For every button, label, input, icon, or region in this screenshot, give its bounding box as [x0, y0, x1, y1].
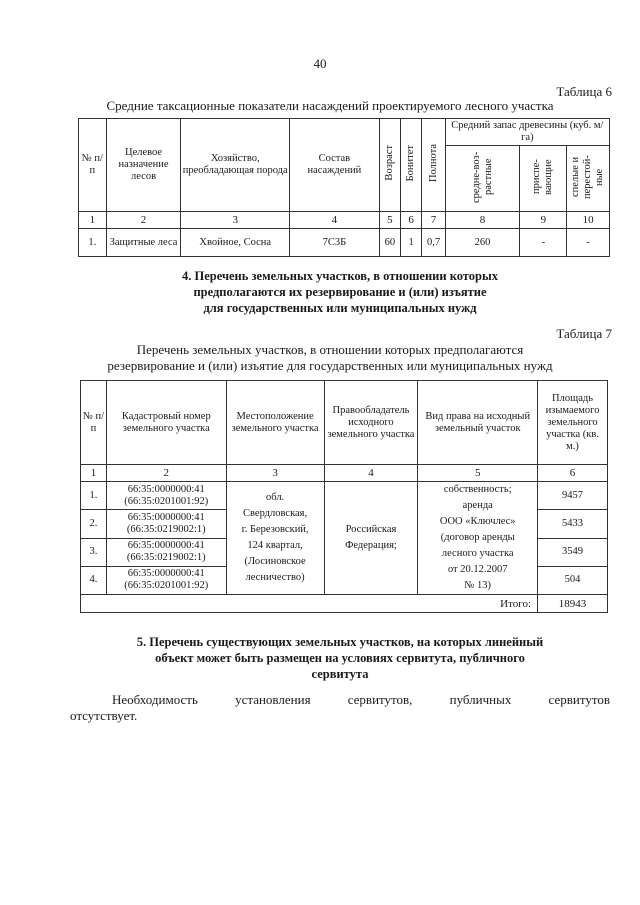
t6-h-stock: Средний запас древесины (куб. м/га)	[445, 119, 609, 146]
t6-row-age: 60	[379, 229, 400, 257]
t7-row-area: 3549	[538, 538, 608, 566]
t7-h-num: № п/п	[81, 381, 107, 465]
table6	[78, 118, 610, 257]
t7-right-line: от 20.12.2007	[447, 564, 508, 575]
paragraph-word: Необходимость	[112, 692, 198, 707]
section5-heading-line: сервитута	[311, 667, 369, 681]
t7-location-line: 124 квартал,	[247, 540, 303, 551]
paragraph-end: отсутствует.	[70, 708, 138, 723]
section4-heading	[60, 268, 620, 316]
t6-row-purpose: Защитные леса	[106, 229, 181, 257]
t6-row-mature: -	[567, 229, 610, 257]
t7-location-line: (Лосиновское	[244, 556, 306, 567]
t6-row-composition: 7С3Б	[290, 229, 380, 257]
t7-right	[418, 482, 538, 595]
t6-num-cell: 7	[422, 212, 445, 229]
t6-h-farm: Хозяйство, преобладающая порода	[181, 119, 290, 212]
t6-row-density: 0,7	[422, 229, 445, 257]
section4-heading-line: 4. Перечень земельных участков, в отношении которых	[182, 269, 498, 283]
t6-h-num: № п/п	[79, 119, 107, 212]
t7-holder-line: Российская	[345, 524, 397, 535]
t7-cad-line: 66:35:0000000:41	[127, 511, 205, 523]
t7-location-line: г. Березовский,	[241, 524, 309, 535]
section5-paragraph	[70, 692, 610, 724]
t7-cad-line: (66:35:0201001:92)	[124, 495, 209, 507]
paragraph-word: сервитутов	[548, 692, 610, 707]
t6-h-middle	[445, 146, 520, 212]
t7-cad-line: 66:35:0000000:41	[127, 540, 205, 552]
t7-right-line: (договор аренды	[440, 532, 515, 543]
t7-row-num: 1.	[81, 482, 107, 510]
t7-holder-line: Федерация;	[345, 540, 397, 551]
t7-right-line: № 13)	[464, 580, 492, 591]
t7-row-cadastral	[106, 482, 226, 510]
t6-num-cell: 3	[181, 212, 290, 229]
t7-h-area: Площадь изымаемого земельного участка (кв. м.)	[538, 381, 608, 465]
section4-heading-line: для государственных или муниципальных нужд	[203, 301, 477, 315]
paragraph-line	[70, 692, 610, 708]
t7-holder	[324, 482, 418, 595]
t7-cad-line: 66:35:0000000:41	[127, 483, 205, 495]
table7-caption: Таблица 7	[556, 326, 612, 341]
t7-location	[226, 482, 324, 595]
t7-h-location: Местоположение земельного участка	[226, 381, 324, 465]
table7-title-line: Перечень земельных участков, в отношении которых предполагаются	[136, 342, 524, 357]
t7-row-cadastral	[106, 510, 226, 538]
t7-num-cell: 5	[418, 465, 538, 482]
paragraph-word: установления	[235, 692, 311, 707]
table7-title	[40, 342, 620, 374]
table6-title: Средние таксационные показатели насаждений проектируемого лесного участка	[106, 98, 554, 113]
t7-right-line: ООО «Ключлес»	[439, 516, 516, 527]
t6-h-maturing-text: приспе-вающие	[531, 158, 555, 195]
t6-row-middle: 260	[445, 229, 520, 257]
t6-h-purpose: Целевое назначение лесов	[106, 119, 181, 212]
section4-heading-line: предполагаются их резервирование и (или) изъятие	[193, 285, 487, 299]
t7-location-line: лесничество)	[245, 572, 305, 583]
t6-num-cell: 1	[79, 212, 107, 229]
t6-h-mature-text: спелые и перестой-ные	[570, 154, 606, 199]
t6-row-bonitet: 1	[400, 229, 421, 257]
t7-row-area: 5433	[538, 510, 608, 538]
t7-h-cadastral: Кадастровый номер земельного участка	[106, 381, 226, 465]
section5-heading-line: объект может быть размещен на условиях сервитута, публичного	[155, 651, 525, 665]
t7-num-cell: 4	[324, 465, 418, 482]
t7-location-line: Свердловская,	[243, 508, 308, 519]
t6-h-middle-text: средне-воз-растные	[470, 150, 494, 203]
t7-h-right: Вид права на исходный земельный участок	[418, 381, 538, 465]
table7	[80, 380, 608, 613]
t7-cad-line: 66:35:0000000:41	[127, 568, 205, 580]
t6-num-cell: 2	[106, 212, 181, 229]
t6-h-bonitet-text: Бонитет	[405, 144, 417, 182]
t6-h-mature	[567, 146, 610, 212]
t7-num-cell: 6	[538, 465, 608, 482]
t7-cad-line: (66:35:0219002:1)	[126, 552, 206, 564]
t6-num-cell: 8	[445, 212, 520, 229]
t6-h-age	[379, 119, 400, 212]
t7-row-num: 2.	[81, 510, 107, 538]
t7-row-num: 4.	[81, 566, 107, 594]
t7-num-cell: 1	[81, 465, 107, 482]
t7-right-line: собственность;	[443, 484, 512, 495]
t6-num-cell: 9	[520, 212, 567, 229]
t6-row-num: 1.	[79, 229, 107, 257]
t6-num-cell: 10	[567, 212, 610, 229]
t7-total-label: Итого:	[81, 595, 538, 613]
t7-row-cadastral	[106, 566, 226, 594]
t6-row-farm: Хвойное, Сосна	[181, 229, 290, 257]
section5-heading-line: 5. Перечень существующих земельных участков, на которых линейный	[136, 635, 544, 649]
t6-h-density	[422, 119, 445, 212]
t7-right-line: лесного участка	[441, 548, 514, 559]
paragraph-word: публичных	[449, 692, 512, 707]
t7-total-value: 18943	[538, 595, 608, 613]
t7-row-area: 9457	[538, 482, 608, 510]
t7-cad-line: (66:35:0219002:1)	[126, 523, 206, 535]
t7-right-line: аренда	[462, 500, 493, 511]
t7-row-area: 504	[538, 566, 608, 594]
t6-num-cell: 6	[400, 212, 421, 229]
page-number: 40	[313, 56, 327, 71]
t7-row-num: 3.	[81, 538, 107, 566]
t7-cad-line: (66:35:0201001:92)	[124, 580, 209, 592]
t6-h-density-text: Полнота	[427, 143, 439, 183]
t6-num-cell: 4	[290, 212, 380, 229]
t7-location-line: обл.	[265, 492, 285, 503]
t7-num-cell: 3	[226, 465, 324, 482]
t6-h-age-text: Возраст	[383, 145, 395, 181]
t7-h-holder: Правообладатель исходного земельного участка	[324, 381, 418, 465]
section5-heading	[60, 634, 620, 682]
t7-num-cell: 2	[106, 465, 226, 482]
t6-h-composition: Состав насаждений	[290, 119, 380, 212]
table7-title-line: резервирование и (или) изъятие для государственных или муниципальных нужд	[107, 358, 553, 373]
t7-row-cadastral	[106, 538, 226, 566]
t6-h-maturing	[520, 146, 567, 212]
paragraph-word: сервитутов,	[347, 692, 413, 707]
table6-caption: Таблица 6	[556, 84, 612, 99]
t6-num-cell: 5	[379, 212, 400, 229]
t6-h-bonitet	[400, 119, 421, 212]
t6-row-maturing: -	[520, 229, 567, 257]
